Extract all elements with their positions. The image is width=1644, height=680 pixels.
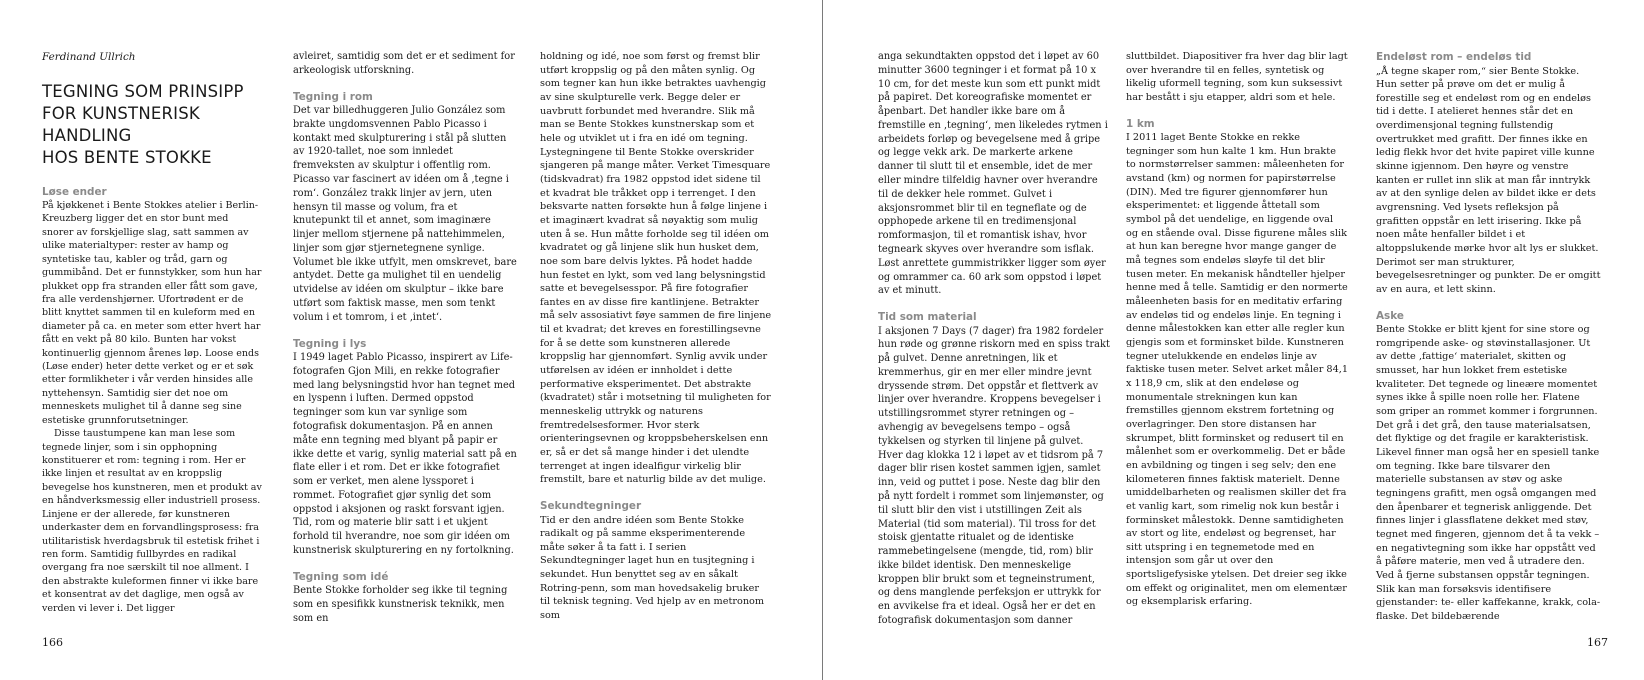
left-column-2 xyxy=(293,50,517,626)
author-name: Ferdinand Ullrich xyxy=(42,51,136,63)
body-paragraph: holdning og idé, noe som først og fremst blir utført kroppslig og på den måten synlig. Og som tegner kan hun ikke betraktes uavhengig av sine skulpturelle verk. Begge deler er uavbrutt forbundet med hverandre. Slik må man se Bente Stokkes kunstnerskap som et hele og utviklet ut i fra en idé om tegning. Lystegningene til Bente Stokke overskrider sjangeren på mange måter. Verket Timesquare (tidskvadrat) fra 1982 oppstod idet sidene til et kvadrat ble tråkket opp i terrenget. I den beksvarte natten forsøkte hun å følge linjene i et imaginært kvadrat så nøyaktig som mulig uten å se. Hun måtte forholde seg til idéen om kvadratet og gå linjene slik hun husket dem, noe som bare delvis lyktes. På hodet hadde hun festet en lykt, som ved lang belysningstid satte et bevegelsesspor. På fire fotografier fantes en av disse fire kantlinjene. Betrakter må selv assosiativt føye sammen de fire linjene til et kvadrat; det kreves en forestillingsevne for å se dette som kunstneren allerede kroppslig har gjennomført. Synlig avvik under utførelsen av idéen er innholdet i dette performative eksperimentet. Det abstrakte (kvadratet) står i motsetning til muligheten for menneskelig uttrykk og naturens fremtredelsesformer. Hvor sterk orienteringsevnen og kroppsbeherskelsen enn er, så er det så mange hinder i det ulendte terrenget at ingen idealfigur virkelig blir fremstilt, bare et naturlig bilde av det mulige. xyxy=(540,51,772,486)
left-column-1 xyxy=(42,50,262,615)
body-paragraph: Det var billedhuggeren Julio González som brakte ungdomsvennen Pablo Picasso i kontakt med skulpturering i stål på slutten av 1920-tallet, noe som innledet fremveksten av skulptur i offentlig rom. Picasso var fascinert av idéen om å ‚tegne i rom‘. González trakk linjer av jern, uten hensyn til masse og volum, fra et knutepunkt til et annet, som imaginære linjer mellom stjernene på nattehimmelen, linjer som gjør stjernetegnene synlige. Volumet ble ikke utfylt, men omskrevet, bare antydet. Dette ga mulighet til en uendelig utvidelse av idéen om skulptur – ikke bare utført som faktisk masse, men som tenkt volum i et tomrom, i et ‚intet‘. xyxy=(293,105,517,323)
body-paragraph: I 1949 laget Pablo Picasso, inspirert av Life-fotografen Gjon Mili, en rekke fotografier med lang belysningstid hvor han tegnet med en lyspenn i luften. Dermed oppstod tegninger som kun var synlige som fotografisk dokumentasjon. På en annen måte enn tegning med blyant på papir er ikke dette et varig, synlig material satt på en flate eller i et rom. Det er ikke fotografiet som er verket, men alene lyssporet i rommet. Fotografiet gjør synlig det som oppstod i aksjonen og raskt forsvant igjen. Tid, rom og materie blir satt i et ukjent forhold til hverandre, noe som gir idéen om kunstnerisk skulpturering en ny fortolkning. xyxy=(293,352,517,556)
section-heading: Endeløst rom – endeløs tid xyxy=(1376,51,1532,63)
body-paragraph: Bente Stokke forholder seg ikke til tegning som en spesifikk kunstnerisk teknikk, men som en xyxy=(293,585,508,624)
body-paragraph: avleiret, samtidig som det er et sediment for arkeologisk utforskning. xyxy=(293,51,515,76)
section-heading: Aske xyxy=(1376,309,1404,322)
title-line: TEGNING SOM PRINSIPP xyxy=(42,81,244,101)
section-heading: 1 km xyxy=(1126,117,1155,130)
body-paragraph: Tid er den andre idéen som Bente Stokke radikalt og på samme eksperimenterende måte søker å ta fatt i. I serien Sekundtegninger laget hun en tusjtegning i sekundet. Hun benyttet seg av en såkalt Rotring-penn, som man hovedsakelig bruker til teknisk tegning. Ved hjelp av en metronom som xyxy=(540,514,765,622)
body-paragraph: På kjøkkenet i Bente Stokkes atelier i Berlin-Kreuzberg ligger det en stor bunt med snorer av forskjellige slag, satt sammen av ulike materialtyper: rester av hamp og syntetiske tau, kabler og tråd, garn og gummibånd. Det er funnstykker, som hun har plukket opp fra stranden eller fått som gave, fra alle verdenshjørner. Ufortrødent er de blitt knyttet sammen til en kuleform med en diameter på ca. en meter som etter hvert har fått en vekt på 80 kilo. Bunten har vokst kontinuerlig gjennom årenes løp. Loose ends (Løse ender) heter dette verket og er et søk etter formlikheter i vår verden hinsides alle nyttehensyn. Samtidig sier det noe om menneskets mulighet til å danne seg sine estetiske grunnforutsetninger. xyxy=(42,200,262,426)
article-title xyxy=(42,81,262,169)
section-heading: Tid som material xyxy=(878,311,977,324)
section-heading: Tegning i lys xyxy=(293,337,367,350)
right-column-2 xyxy=(1126,50,1348,609)
left-column-3 xyxy=(540,50,772,623)
title-line: HOS BENTE STOKKE xyxy=(42,147,212,167)
page-number: 166 xyxy=(42,636,63,649)
title-line: HANDLING xyxy=(42,125,132,145)
section-heading: Tegning som idé xyxy=(293,570,389,583)
body-paragraph: I 2011 laget Bente Stokke en rekke tegninger som hun kalte 1 km. Hun brakte to normstørrelser sammen: måleenheten for avstand (km) og normen for papirstørrelse (DIN). Med tre figurer gjennomfører hun eksperimentet: et liggende åttetall som symbol på det uendelige, en liggende oval og en stående oval. Disse figurene måles slik at hun kan beregne hvor mange ganger de må tegnes som endeløs sløyfe til det blir tusen meter. En mekanisk håndteller hjelper henne med å telle. Samtidig er den normerte måleenheten basis for en meditativ erfaring av endeløs tid og endeløs linje. En tegning i denne målestokken kan etter alle regler kun gjengis som et forminsket bilde. Kunstneren tegner utelukkende en endeløs linje av faktiske tusen meter. Selvet arket måler 84,1 x 118,9 cm, slik at den endeløse og monumentale strekningen kun kan fremstilles gjennom ekstrem fortetning og overlagringer. Den store distansen har skrumpet, blitt forminsket og redusert til en målenhet som er overkommelig. Det er både en avbildning og tingen i seg selv; den ene kilometeren finnes faktisk materielt. Denne umiddelbarheten og realismen skiller det fra et vanlig kart, som rimelig nok kun består i forminsket målestokk. Denne samtidigheten av stort og lite, endeløst og begrenset, har sitt utspring i en tegnemetode med en intensjon som går ut over den sportsligefysiske ytelsen. Det dreier seg ikke om effekt og originalitet, men om elementær og eksemplarisk erfaring. xyxy=(1126,132,1349,608)
body-paragraph: „Å tegne skaper rom,“ sier Bente Stokke. Hun setter på prøve om det er mulig å forestille seg et endeløst rom og en endeløs tid i dette. I atelieret hennes står det en overdimensjonal tegning fullstendig overtrukket med grafitt. Der finnes ikke en ledig flekk hvor det hvite papiret ville kunne skinne igjennom. Den høyre og venstre kanten er rullet inn slik at man får inntrykk av at den synlige delen av bildet ikke er dets avgrensning. Ved lysets refleksjon på grafitten oppstår en lett irisering. Ikke på noen måte henfaller bildet i et altoppslukende mørke hvor alt lys er slukket. Derimot ser man strukturer, bevegelsesretninger og punkter. De er omgitt av en aura, et lett skinn. xyxy=(1376,65,1601,295)
right-column-1 xyxy=(878,50,1110,628)
body-paragraph: I aksjonen 7 Days (7 dager) fra 1982 fordeler hun røde og grønne riskorn med en spiss trakt på gulvet. Denne anretningen, lik et kremmerhus, gir en mer eller mindre jevnt dryssende strøm. Det oppstår et flettverk av linjer over hverandre. Kroppens bevegelser i utstillingsrommet styrer retningen og – avhengig av bevegelsens tempo – også tykkelsen og styrken til linjene på gulvet. Hver dag klokka 12 i løpet av et tidsrom på 7 dager blir risen kostet sammen igjen, samlet inn, veid og puttet i pose. Neste dag blir den på nytt fordelt i rommet som linjemønster, og til slutt blir den vist i utstillingen Zeit als Material (tid som material). Til tross for det stoisk gjentatte ritualet og de identiske rammebetingelsene (mengde, tid, rom) blir ikke bildet identisk. Den menneskelige kroppen blir brukt som et tegneinstrument, og dens manglende perfeksjon er uttrykk for en avvikelse fra et ideal. Også her er det en fotografisk dokumentasjon som danner xyxy=(878,325,1110,626)
body-paragraph: sluttbildet. Diapositiver fra hver dag blir lagt over hverandre til en felles, syntetisk og likelig uformell tegning, som kun suksessivt har bestått i sju etapper, aldri som et hele. xyxy=(1126,51,1348,103)
right-page xyxy=(823,0,1644,680)
title-line: FOR KUNSTNERISK xyxy=(42,103,200,123)
section-heading: Løse ender xyxy=(42,185,107,198)
body-paragraph: anga sekundtakten oppstod det i løpet av 60 minutter 3600 tegninger i et format på 10 x 10 cm, for det meste kun som ett punkt midt på papiret. Det koreografiske momentet er åpenbart. Det handler ikke bare om å fremstille en ‚tegning‘, men likeledes rytmen i arbeidets forløp og bevegelsene med å gripe og legge vekk ark. De markerte arkene danner til slutt til et ensemble, idet de mer eller mindre tilfeldig havner over hverandre til de dekker hele rommet. Gulvet i aksjonsrommet blir til en tegneflate og de opphopede arkene til en tredimensjonal romformasjon, til et romantisk ishav, hvor tegneark skyves over hverandre som isflak. Løst anrettete gummistrikker ligger som øyer og omrammer ca. 60 ark som oppstod i løpet av et minutt. xyxy=(878,51,1108,297)
section-heading: Sekundtegninger xyxy=(540,500,642,512)
right-column-3 xyxy=(1376,50,1602,624)
page-number: 167 xyxy=(1587,636,1608,649)
body-paragraph: Bente Stokke er blitt kjent for sine store og romgripende aske- og støvinstallasjoner. Ut av dette ‚fattige‘ materialet, skitten og smusset, har hun lokket frem estetiske kvaliteter. Det tegnede og lineære momentet synes ikke å spille noen rolle her. Flatene som griper an rommet kommer i forgrunnen. Det grå i det grå, den tause materialsatsen, det flyktige og det fragile er karakteristisk. Likevel finner man også her en spesiell tanke om tegning. Ikke bare tilsvarer den materielle substansen av støv og aske tegningens grafitt, men også omgangen med den åpenbarer et tegnerisk anliggende. Det finnes linjer i glassflatene dekket med støv, tegnet med fingeren, gjennom det å ta vekk – en negativtegning som ikke har oppstått ved å påføre materie, men ved å utradere den. Ved å fjerne substansen oppstår tegningen. Slik kan man forsøksvis identifisere gjenstander: te- eller kaffekanne, krakk, cola-flaske. Det bildebærende xyxy=(1376,324,1601,622)
body-paragraph: Disse taustumpene kan man lese som tegnede linjer, som i sin opphopning konstituerer et rom: tegning i rom. Her er ikke linjen et resultat av en kroppslig bevegelse hos kunstneren, men et produkt av en håndverksmessig eller industriell prosess. Linjene er der allerede, før kunstneren underkaster dem en forvandlingsprosess: fra utilitaristisk hverdagsbruk til estetisk frihet i ren form. Samtidig fullbyrdes en radikal overgang fra noe særskilt til noe allment. I den abstrakte kuleformen finner vi ikke bare et konsentrat av det daglige, men også av verden vi lever i. Det ligger xyxy=(42,428,262,614)
section-heading: Tegning i rom xyxy=(293,90,373,103)
